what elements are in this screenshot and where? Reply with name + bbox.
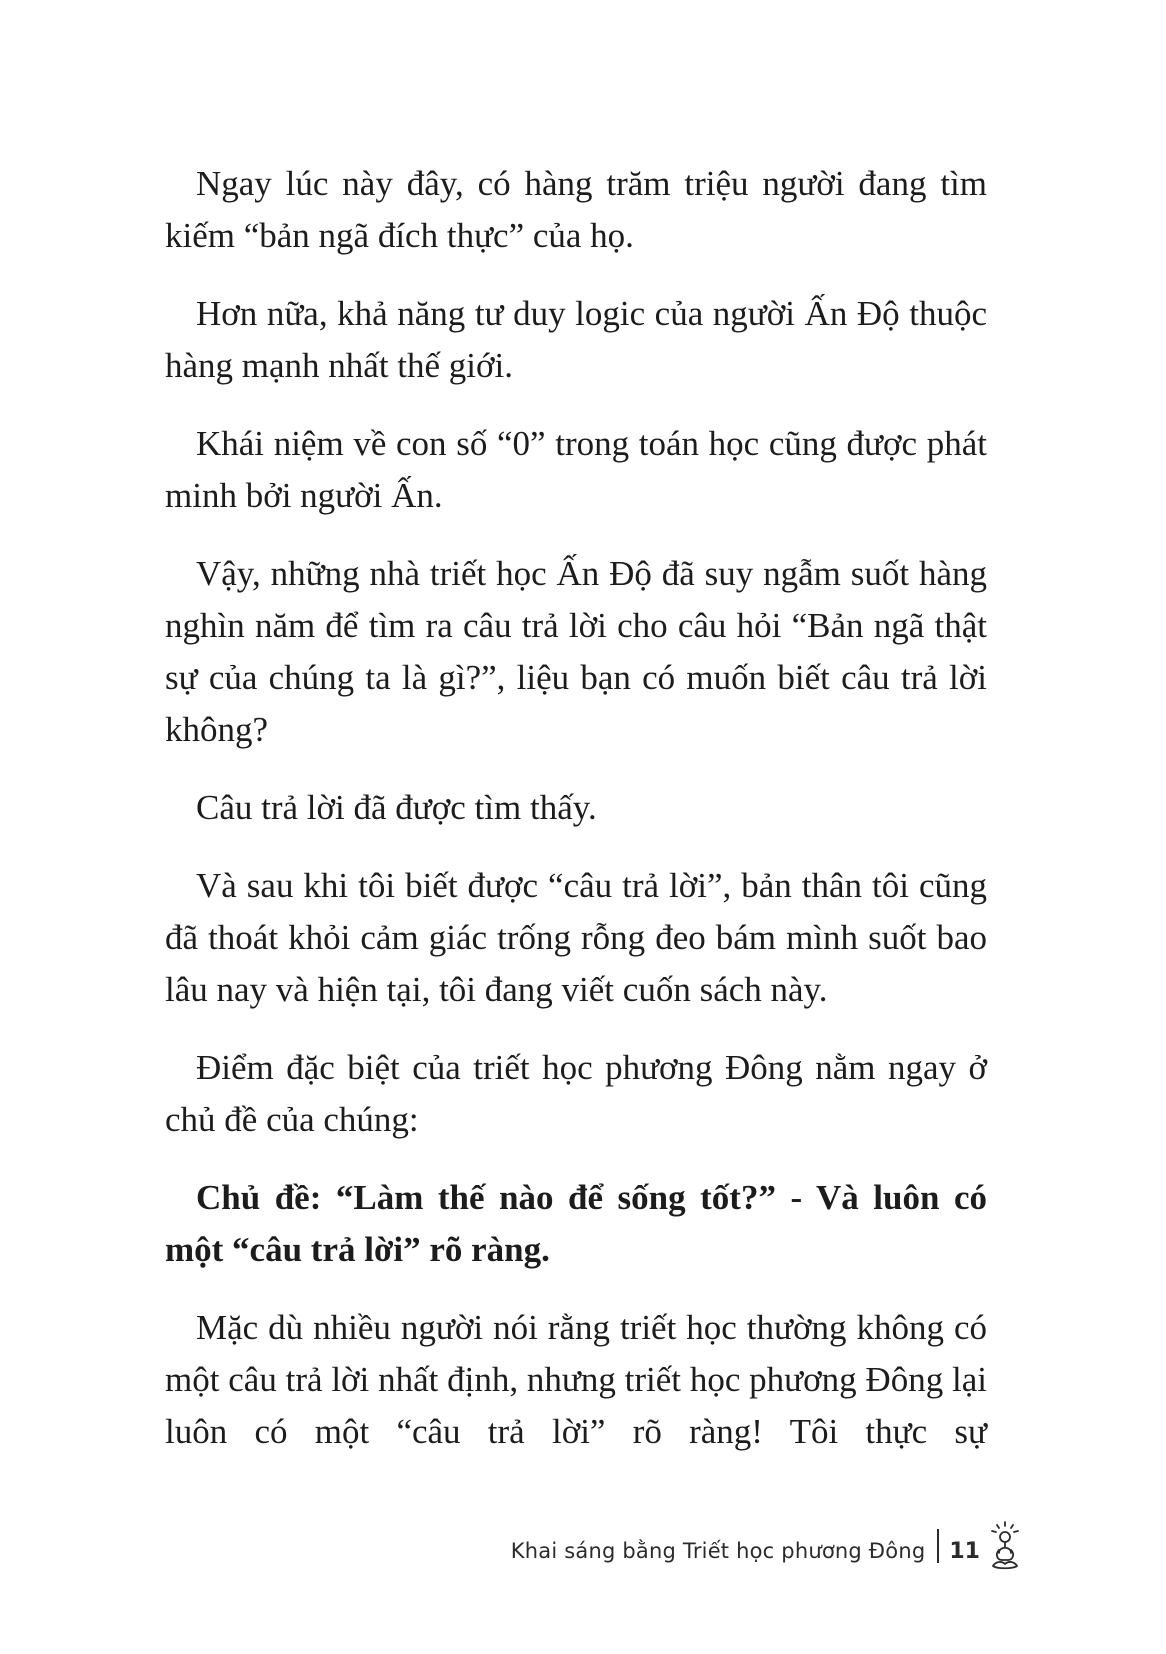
page-number: 11 xyxy=(949,1538,980,1564)
running-footer-title: Khai sáng bằng Triết học phương Đông xyxy=(510,1539,926,1563)
meditating-figure-icon xyxy=(988,1520,1022,1572)
paragraph: Vậy, những nhà triết học Ấn Độ đã suy ngẫm suốt hàng nghìn năm để tìm ra câu trả lời cho câu hỏi “Bản ngã thật sự của chúng ta là gì?”, liệu bạn có muốn biết câu trả lời không? xyxy=(165,554,987,749)
paragraph: Khái niệm về con số “0” trong toán học cũng được phát minh bởi người Ấn. xyxy=(165,424,987,515)
paragraph: Hơn nữa, khả năng tư duy logic của người Ấn Độ thuộc hàng mạnh nhất thế giới. xyxy=(165,294,987,385)
page-body xyxy=(165,158,987,1458)
page-footer xyxy=(400,1518,1022,1574)
paragraph: Câu trả lời đã được tìm thấy. xyxy=(196,788,597,827)
paragraph: Ngay lúc này đây, có hàng trăm triệu người đang tìm kiếm “bản ngã đích thực” của họ. xyxy=(165,164,987,255)
paragraph: Điểm đặc biệt của triết học phương Đông nằm ngay ở chủ đề của chúng: xyxy=(165,1048,987,1139)
paragraph: Mặc dù nhiều người nói rằng triết học thường không có một câu trả lời nhất định, nhưng triết học phương Đông lại luôn có một “câu trả lời” rõ ràng! Tôi thực sự xyxy=(165,1308,987,1451)
paragraph: Và sau khi tôi biết được “câu trả lời”, bản thân tôi cũng đã thoát khỏi cảm giác trống rỗng đeo bám mình suốt bao lâu nay và hiện tại, tôi đang viết cuốn sách này. xyxy=(165,866,987,1009)
bold-paragraph: Chủ đề: “Làm thế nào để sống tốt?” - Và luôn có một “câu trả lời” rõ ràng. xyxy=(165,1178,987,1269)
footer-divider xyxy=(937,1529,939,1563)
